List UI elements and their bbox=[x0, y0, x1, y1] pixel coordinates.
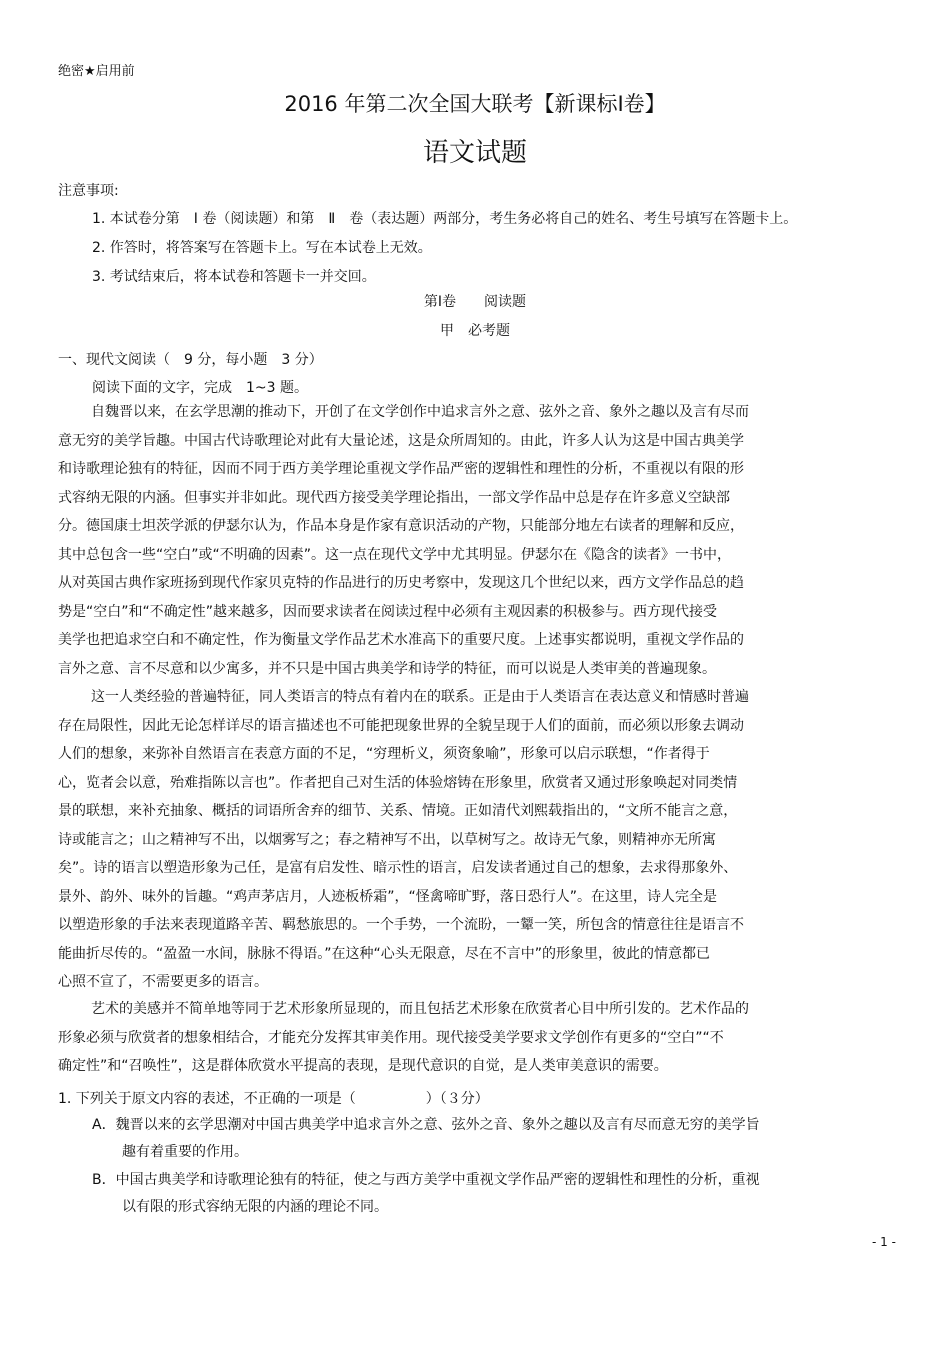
text-line: 诗或能言之；山之精神写不出，以烟雾写之；春之精神写不出，以草树写之。故诗无气象，则精神亦无所寓 bbox=[58, 831, 716, 848]
text-line: 矣”。诗的语言以塑造形象为己任，是富有启发性、暗示性的语言，启发读者通过自己的想象，去求得那象外、 bbox=[58, 860, 738, 876]
part-title: 第Ⅰ卷 阅读题 bbox=[423, 294, 527, 310]
text-line: 景外、韵外、味外的旨趣。“鸡声茅店月，人迹板桥霜”，“怪禽啼旷野，落日恐行人”。在这里，诗人完全是 bbox=[58, 888, 718, 905]
text-line: 从对英国古典作家班扬到现代作家贝克特的作品进行的历史考察中，发现这几个世纪以来，西方文学作品总的趋 bbox=[58, 575, 744, 591]
text-line: 形象必须与欣赏者的想象相结合，才能充分发挥其审美作用。现代接受美学要求文学创作有更多的“空白”“不 bbox=[58, 1029, 724, 1046]
option-line: A．魏晋以来的玄学思潮对中国古典美学中追求言外之意、弦外之音、象外之趣以及言有尽而意无穷的美学旨 bbox=[92, 1117, 760, 1133]
text-line: 艺术的美感并不简单地等同于艺术形象所显现的，而且包括艺术形象在欣赏者心目中所引发的。艺术作品的 bbox=[91, 1001, 749, 1017]
text-line: 和诗歌理论独有的特征，因而不同于西方美学理论重视文学作品严密的逻辑性和理性的分析，不重视以有限的形 bbox=[58, 461, 744, 477]
text-line: 存在局限性，因此无论怎样详尽的语言描述也不可能把现象世界的全貌呈现于人们的面前，而必须以形象去调动 bbox=[58, 717, 744, 734]
secret-label: 绝密★启用前 bbox=[58, 64, 135, 79]
notice-heading: 注意事项: bbox=[58, 183, 119, 199]
text-line: 能曲折尽传的。“盈盈一水间，脉脉不得语。”在这种“心头无限意，尽在不言中”的形象里，彼此的情意都已 bbox=[58, 945, 711, 962]
text-line: 美学也把追求空白和不确定性，作为衡量文学作品艺术水准高下的重要尺度。上述事实都说明，重视文学作品的 bbox=[58, 632, 744, 648]
passage-paragraph-2 bbox=[58, 683, 858, 997]
section-heading: 一、现代文阅读（ 9 分，每小题 3 分） bbox=[58, 352, 323, 368]
question-stem: 1. 下列关于原文内容的表述，不正确的一项是（ ）（３分） bbox=[58, 1091, 489, 1107]
text-line: 自魏晋以来，在玄学思潮的推动下，开创了在文学创作中追求言外之意、弦外之音、象外之趣以及言有尽而 bbox=[91, 404, 749, 420]
section-instruction: 阅读下面的文字，完成 1~3 题。 bbox=[92, 380, 308, 396]
page-number: - 1 - bbox=[872, 1235, 896, 1249]
option-b bbox=[92, 1167, 760, 1221]
option-a bbox=[92, 1112, 760, 1166]
text-line: 分。德国康士坦茨学派的伊瑟尔认为，作品本身是作家有意识活动的产物，只能部分地左右读者的理解和反应， bbox=[58, 518, 744, 534]
notice-item: 3. 考试结束后，将本试卷和答题卡一并交回。 bbox=[92, 269, 376, 285]
text-line: 景的联想，来补充抽象、概括的词语所舍弃的细节、关系、情境。正如清代刘熙载指出的，“文所不能言之意， bbox=[58, 803, 738, 819]
notice-item: 1. 本试卷分第 Ⅰ 卷（阅读题）和第 Ⅱ 卷（表达题）两部分，考生务必将自己的姓名、考生号填写在答题卡上。 bbox=[92, 211, 798, 227]
passage-paragraph-1 bbox=[58, 398, 858, 683]
exam-subtitle: 语文试题 bbox=[422, 138, 527, 168]
part-subtitle: 甲 必考题 bbox=[440, 323, 510, 339]
text-line: 言外之意、言不尽意和以少寓多，并不只是中国古典美学和诗学的特征，而可以说是人类审美的普遍现象。 bbox=[58, 660, 716, 677]
option-line: 趣有着重要的作用。 bbox=[122, 1144, 248, 1160]
text-line: 意无穷的美学旨趣。中国古代诗歌理论对此有大量论述，这是众所周知的。由此，许多人认为这是中国古典美学 bbox=[58, 432, 744, 449]
notice-item: 2. 作答时，将答案写在答题卡上。写在本试卷上无效。 bbox=[92, 240, 432, 256]
text-line: 以塑造形象的手法来表现道路辛苦、羁愁旅思的。一个手势，一个流盼，一颦一笑，所包含的情意往往是语言不 bbox=[58, 917, 744, 933]
option-line: 以有限的形式容纳无限的内涵的理论不同。 bbox=[122, 1199, 388, 1215]
text-line: 式容纳无限的内涵。但事实并非如此。现代西方接受美学理论指出，一部文学作品中总是存在许多意义空缺部 bbox=[58, 489, 730, 506]
passage-paragraph-3 bbox=[58, 995, 858, 1081]
text-line: 心，览者会以意，殆难指陈以言也”。作者把自己对生活的体验熔铸在形象里，欣赏者又通过形象唤起对同类情 bbox=[58, 774, 738, 791]
text-line: 人们的想象，来弥补自然语言在表意方面的不足，“穷理析义，须资象喻”，形象可以启示联想，“作者得于 bbox=[58, 746, 710, 762]
text-line: 这一人类经验的普遍特征，同人类语言的特点有着内在的联系。正是由于人类语言在表达意义和情感时普遍 bbox=[91, 689, 749, 705]
exam-title: 2016 年第二次全国大联考【新课标Ⅰ卷】 bbox=[284, 92, 666, 116]
option-line: B．中国古典美学和诗歌理论独有的特征，使之与西方美学中重视文学作品严密的逻辑性和理性的分析，重视 bbox=[92, 1172, 760, 1188]
text-line: 其中总包含一些“空白”或“不明确的因素”。这一点在现代文学中尤其明显。伊瑟尔在《隐含的读者》一书中， bbox=[58, 546, 732, 563]
text-line: 确定性”和“召唤性”，这是群体欣赏水平提高的表现，是现代意识的自觉，是人类审美意识的需要。 bbox=[58, 1058, 668, 1074]
text-line: 势是“空白”和“不确定性”越来越多，因而要求读者在阅读过程中必须有主观因素的积极参与。西方现代接受 bbox=[58, 603, 718, 620]
text-line: 心照不宣了，不需要更多的语言。 bbox=[58, 974, 268, 990]
